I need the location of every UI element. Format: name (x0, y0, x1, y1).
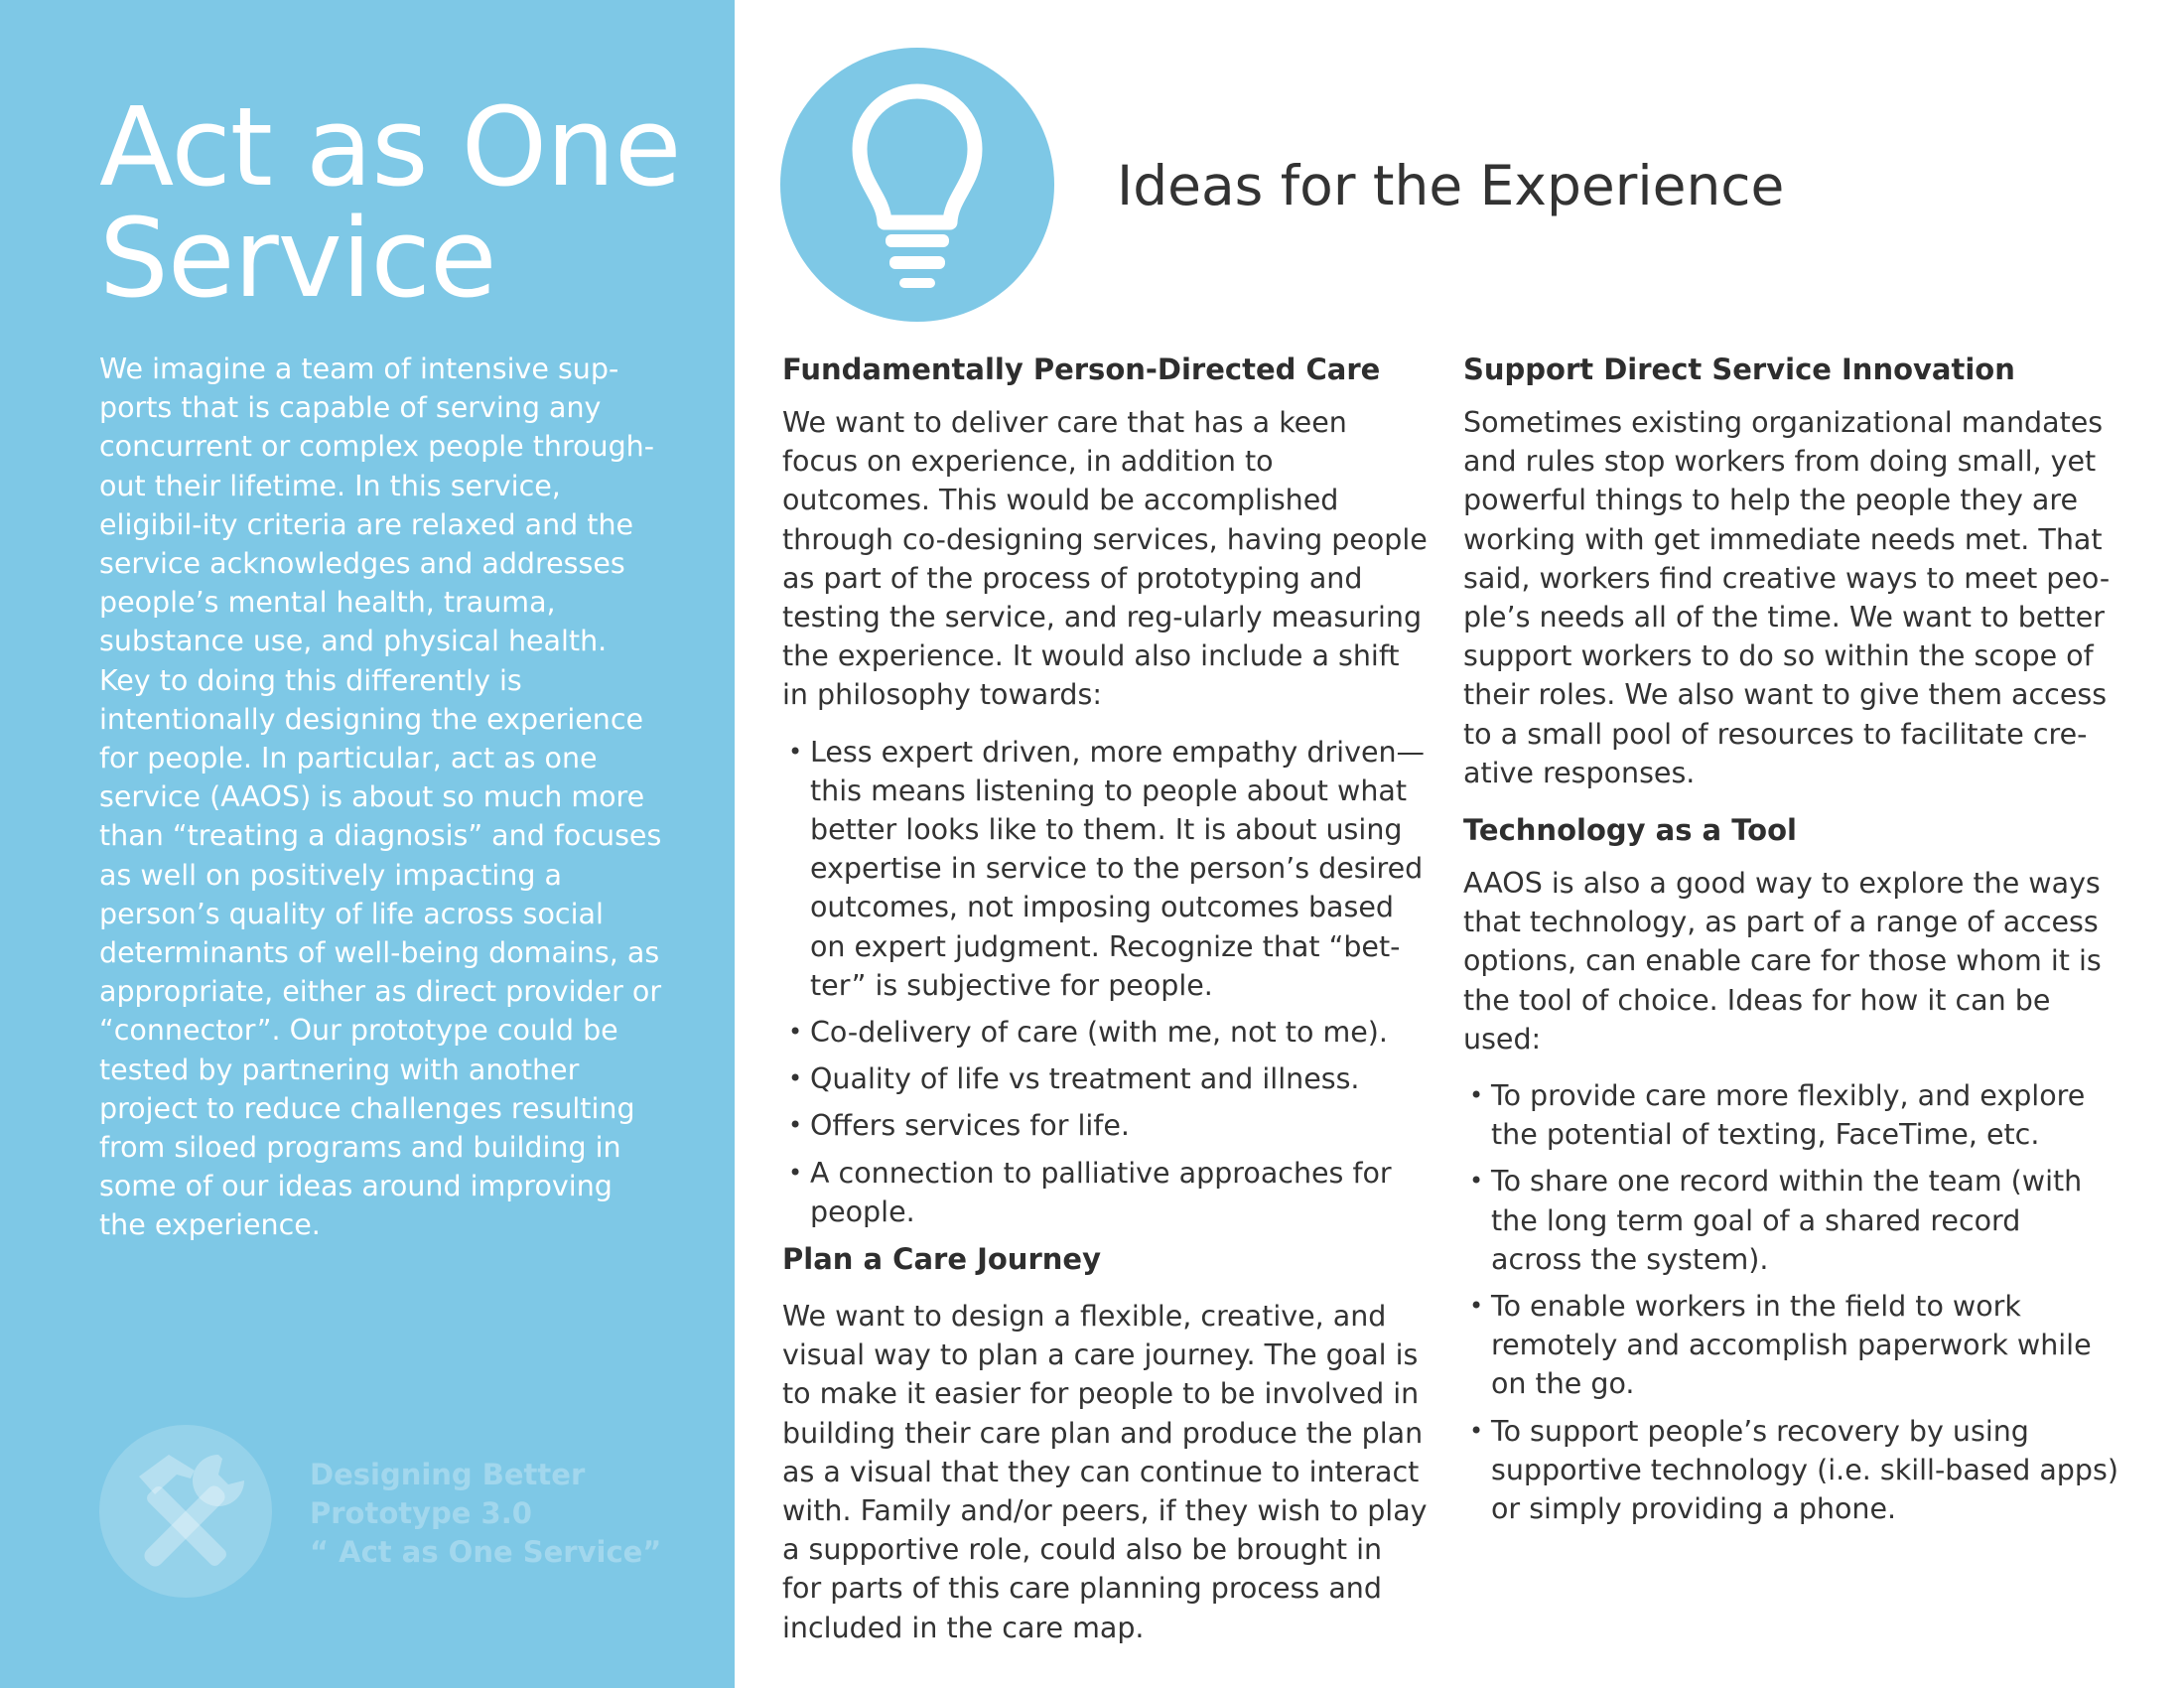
list-technology-uses (1463, 1076, 2118, 1528)
footer-caption (310, 1456, 727, 1572)
footer-line-3: “ Act as One Service” (310, 1535, 662, 1569)
paragraph-technology-tool: AAOS is also a good way to explore the ways that technology, as part of a range of access options, can enable care for those whom it is the tool of choice. Ideas for how it can be used: (1463, 867, 2102, 1055)
heading-technology-tool: Technology as a Tool (1463, 813, 1797, 848)
list-philosophy-shift (782, 733, 1428, 1231)
list-item: • To support people’s recovery by using supportive technology (i.e. skill-based apps) or simply providing a phone. (1463, 1412, 2118, 1529)
left-column (782, 350, 1428, 1647)
page-title (99, 83, 715, 322)
sidebar-panel (0, 0, 735, 1688)
intro-paragraph: We imagine a team of intensive sup-ports that is capable of serving any concurrent or complex people through-out their lifetime. In this service, eligibil-ity criteria are relaxed and the service acknowledges and addresses people’s mental health, trauma, substance use, and physical health. Key to doing this differently is intentionally designing the experience for people. In particular, act as one service (AAOS) is about so much more than “treating a diagnosis” and focuses as well on positively impacting a person’s quality of life across social determinants of well-being domains, as appropriate, either as direct provider or “connector”. Our prototype could be tested by partnering with another project to reduce challenges resulting from siloed programs and building in some of our ideas around improving the experience. (99, 352, 662, 1242)
list-item: • A connection to palliative approaches for people. (782, 1154, 1428, 1231)
heading-person-directed-care: Fundamentally Person-Directed Care (782, 352, 1381, 386)
list-item: • Offers services for life. (782, 1106, 1428, 1145)
lightbulb-icon (780, 48, 1054, 322)
footer-line-2: Prototype 3.0 (310, 1496, 532, 1530)
paragraph-person-directed-care: We want to deliver care that has a keen focus on experience, in addition to outcomes. This would be accomplished through co-designing services, having people as part of the process of prototyping and testing the service, and reg-ularly measuring the experience. It would also include a shift in philosophy towards: (782, 406, 1428, 712)
heading-service-innovation: Support Direct Service Innovation (1463, 352, 2015, 386)
list-item: • Co-delivery of care (with me, not to me). (782, 1013, 1428, 1052)
list-item: • To enable workers in the field to work remotely and accomplish paperwork while on the go. (1463, 1287, 2118, 1404)
list-item: • Less expert driven, more empathy driven—this means listening to people about what better looks like to them. It is about using expertise in service to the person’s desired outcomes, not imposing outcomes based on expert judgment. Recognize that “bet-ter” is subjective for people. (782, 733, 1428, 1005)
paragraph-care-journey: We want to design a flexible, creative, and visual way to plan a care journey. The goal is to make it easier for people to be involved in building their care plan and produce the plan as a visual that they can continue to interact with. Family and/or peers, if they wish to play a supportive role, could also be brought in for parts of this care planning process and included in the care map. (782, 1300, 1428, 1644)
list-item: • To provide care more flexibly, and explore the potential of texting, FaceTime, etc. (1463, 1076, 2118, 1154)
heading-care-journey: Plan a Care Journey (782, 1242, 1101, 1277)
title-line-1: Act as One (99, 83, 681, 211)
list-item: • Quality of life vs treatment and illness. (782, 1059, 1428, 1098)
list-item: • To share one record within the team (with the long term goal of a shared record across the system). (1463, 1162, 2118, 1279)
section-title: Ideas for the Experience (1117, 154, 1785, 217)
paragraph-service-innovation: Sometimes existing organizational mandates and rules stop workers from doing small, yet powerful things to help the people they are working with get immediate needs met. That said, workers find creative ways to meet peo-ple’s needs all of the time. We want to better support workers to do so within the scope of their roles. We also want to give them access to a small pool of resources to facilitate cre-ative responses. (1463, 406, 2111, 789)
hammer-wrench-icon (99, 1425, 272, 1598)
title-line-2: Service (99, 195, 496, 322)
footer-line-1: Designing Better (310, 1458, 586, 1491)
right-column (1463, 350, 2118, 1536)
